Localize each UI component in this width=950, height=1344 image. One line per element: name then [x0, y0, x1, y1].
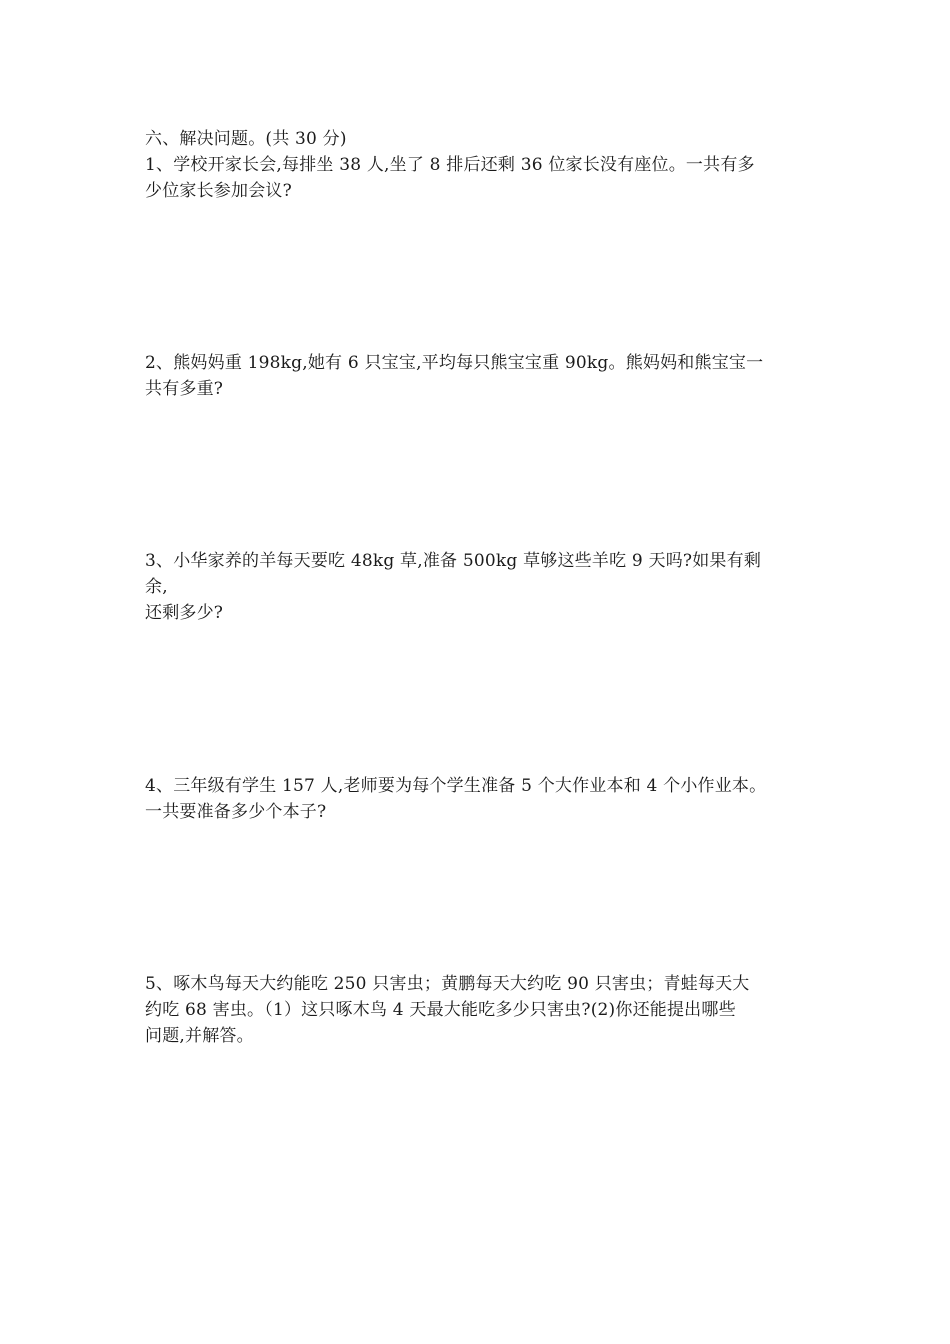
- question-3-line-2: 余,: [145, 577, 168, 597]
- question-4-line-2: 一共要准备多少个本子?: [145, 802, 327, 822]
- question-1-line-2: 少位家长参加会议?: [145, 181, 292, 201]
- question-5-line-3: 问题,并解答。: [145, 1026, 254, 1046]
- section-heading: 六、解决问题。(共 30 分): [145, 129, 347, 149]
- question-1-line-1: 1、学校开家长会,每排坐 38 人,坐了 8 排后还剩 36 位家长没有座位。一共有多: [145, 155, 755, 175]
- question-2-line-2: 共有多重?: [145, 379, 224, 399]
- question-2-line-1: 2、熊妈妈重 198kg,她有 6 只宝宝,平均每只熊宝宝重 90kg。熊妈妈和熊宝宝一: [145, 353, 764, 373]
- question-5-line-2: 约吃 68 害虫。（1）这只啄木鸟 4 天最大能吃多少只害虫?(2)你还能提出哪些: [145, 1000, 736, 1020]
- question-3-line-1: 3、小华家养的羊每天要吃 48kg 草,准备 500kg 草够这些羊吃 9 天吗?如果有剩: [145, 551, 762, 571]
- question-5-line-1: 5、啄木鸟每天大约能吃 250 只害虫；黄鹏每天大约吃 90 只害虫；青蛙每天大: [145, 974, 750, 994]
- question-4-line-1: 4、三年级有学生 157 人,老师要为每个学生准备 5 个大作业本和 4 个小作业本。: [145, 776, 767, 796]
- question-3-line-3: 还剩多少?: [145, 603, 224, 623]
